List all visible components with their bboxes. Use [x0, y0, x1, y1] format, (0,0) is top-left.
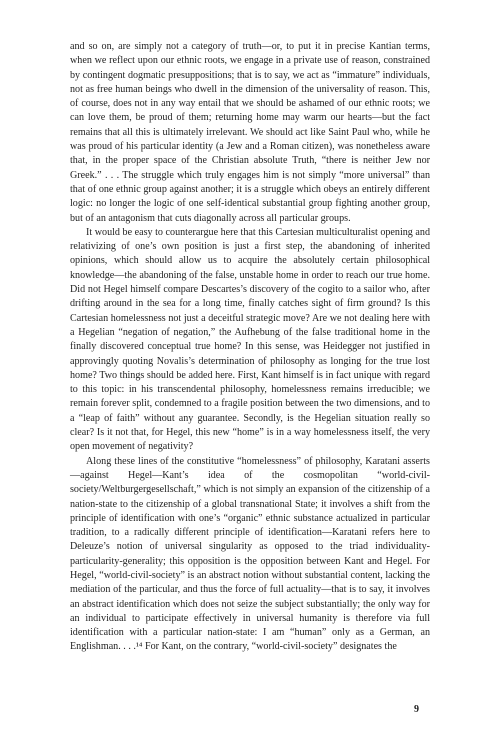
- page-number: 9: [414, 704, 419, 715]
- paragraph-2: It would be easy to counterargue here that this Cartesian multiculturalist opening and relativizing of one’s own position is just a first step, the abandoning of inherited opinions, which should allow us to acquire the absolutely certain philosophical knowledge—the abandoning of the false, unstable home in order to reach our true home. Did not Hegel himself compare Descartes’s discovery of the cogito to a sailor who, after drifting around in the sea for a long time, finally catches sight of firm ground? Is this Cartesian homelessness not just a deceitful strategic move? Are we not dealing here with a Hegelian “negation of negation,” the Aufhebung of the false traditional home in the finally discovered conceptual true home? In this sense, was Heidegger not justified in approvingly quoting Novalis’s determination of philosophy as longing for the true lost home? Two things should be added here. First, Kant himself is in fact unique with regard to this topic: in his transcendental philosophy, homelessness remains irreducible; we remain forever split, condemned to a fragile position between the two dimensions, and to a “leap of faith” without any guarantee. Secondly, is the Hegelian situation really so clear? Is it not that, for Hegel, this new “home” is in a way homelessness itself, the very open movement of negativity?: [70, 226, 430, 453]
- body-text: [70, 40, 430, 655]
- paragraph-1: and so on, are simply not a category of truth—or, to put it in precise Kantian terms, when we reflect upon our ethnic roots, we engage in a private use of reason, constrained by contingent dogmatic presuppositions; that is to say, we act as “immature” individuals, not as free human beings who dwell in the dimension of the universality of reason. This, of course, does not in any way entail that we should be ashamed of our ethnic roots; we can love them, be proud of them; returning home may warm our hearts—but the fact remains that all this is ultimately irrelevant. We should act like Saint Paul who, while he was proud of his particular identity (a Jew and a Roman citizen), was nonetheless aware that, in the proper space of the Christian absolute Truth, “there is neither Jew nor Greek.” . . . The struggle which truly engages him is not simply “more universal” than that of one ethnic group against another; it is a struggle which obeys an entirely different logic: no longer the logic of one self-identical substantial group fighting another group, but of an antagonism that cuts diagonally across all particular groups.: [70, 41, 430, 224]
- paragraph-3: Along these lines of the constitutive “homelessness” of philosophy, Karatani asserts—against Hegel—Kant’s idea of the cosmopolitan “world-civil-society/Weltburgergesellschaft,” which is not simply an expansion of the citizenship of a nation-state to the citizenship of a global transnational State; it involves a shift from the principle of identification with one’s “organic” ethnic substance actualized in particular tradition, to a radically different principle of identification—Karatani refers here to Deleuze’s notion of universal singularity as opposed to the triad individuality-particularity-generality; this opposition is the opposition between Kant and Hegel. For Hegel, “world-civil-society” is an abstract notion without substantial content, lacking the mediation of the particular, and thus the force of full actuality—that is to say, it involves an abstract identification which does not seize the subject substantially; the only way for an individual to participate effectively in universal humanity is therefore via full identification with a particular nation-state: I am “human” only as a German, an Englishman. . . .¹⁴ For Kant, on the contrary, “world-civil-society” designates the: [70, 455, 430, 653]
